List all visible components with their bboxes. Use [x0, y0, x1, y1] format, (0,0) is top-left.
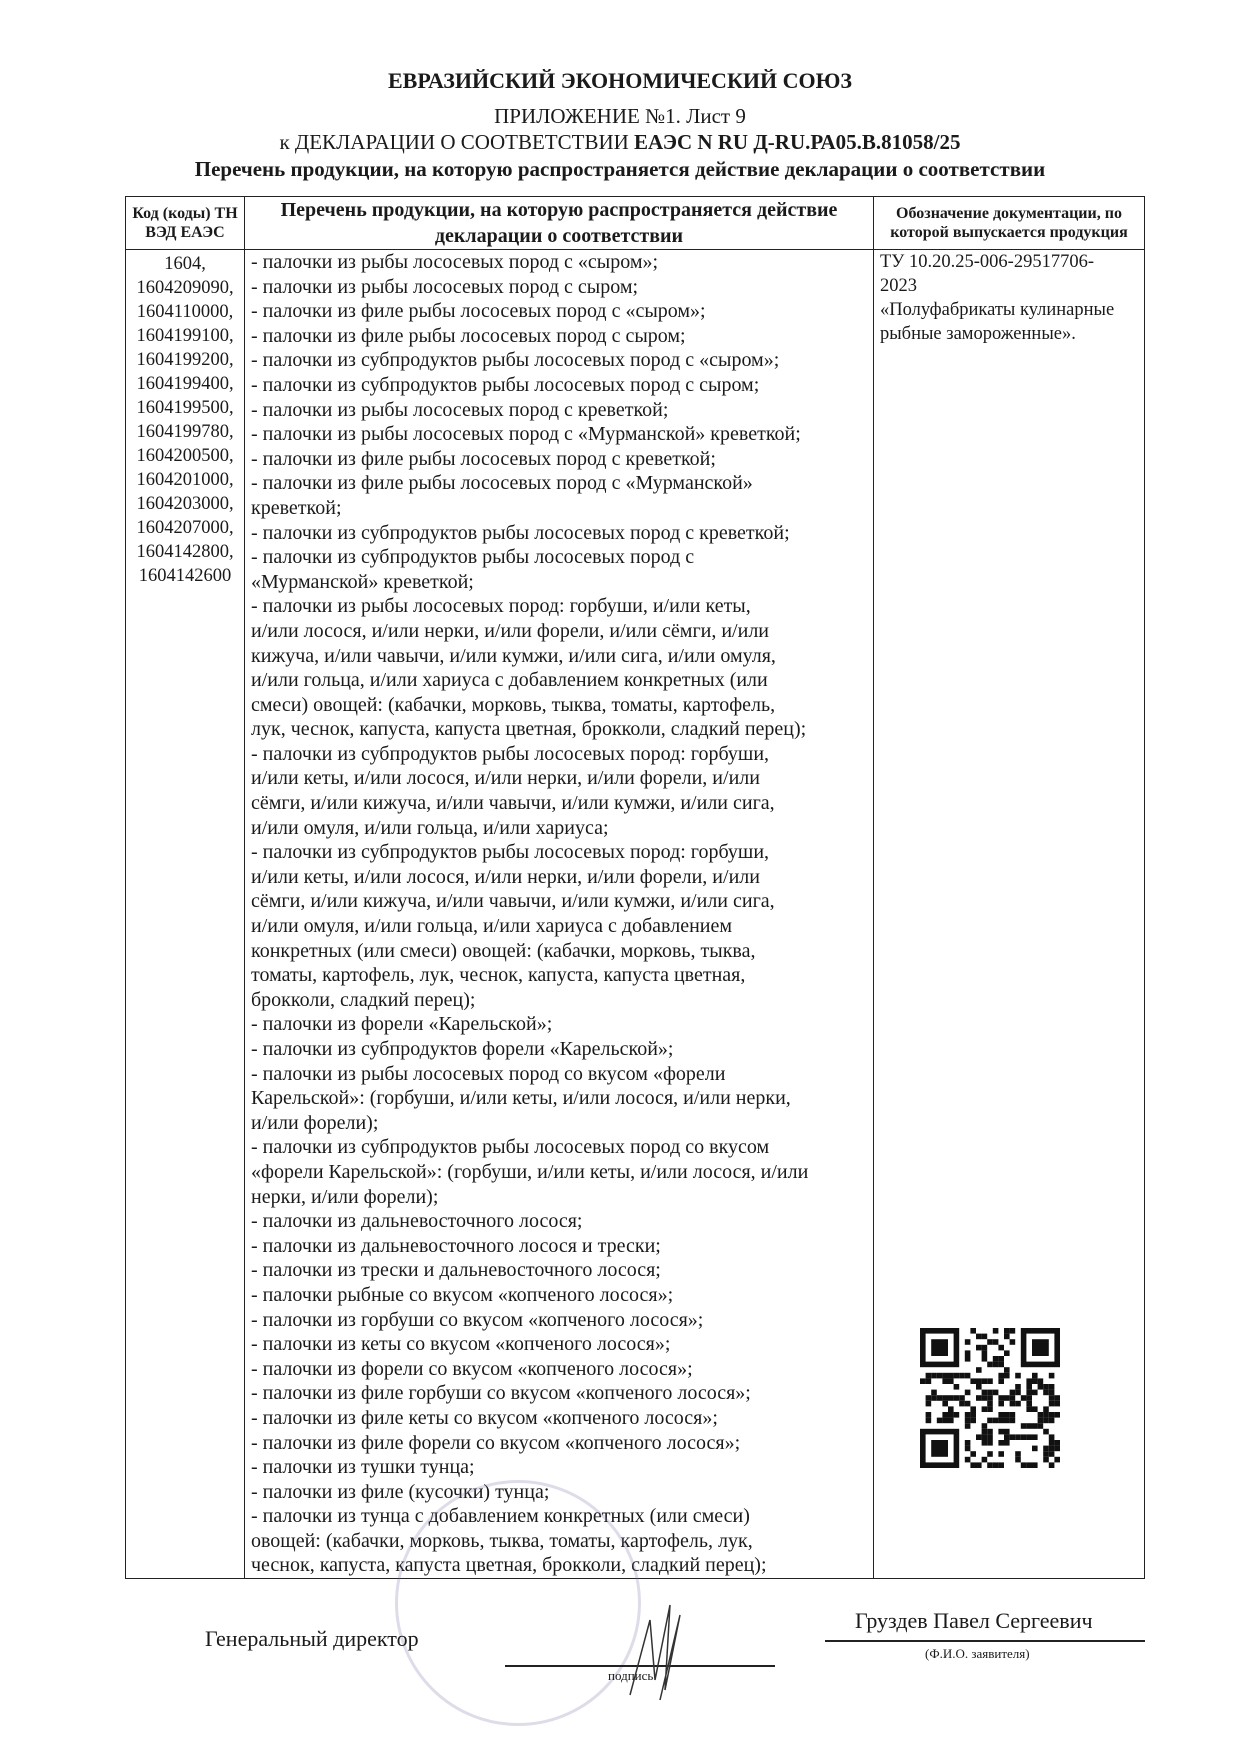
product-line: - палочки из субпродуктов рыбы лососевых пород со вкусом [251, 1136, 770, 1159]
product-line: и/или омуля, и/или гольца, и/или хариуса; [251, 816, 609, 839]
products-cell [245, 250, 874, 1579]
product-line: лук, чеснок, капуста, капуста цветная, брокколи, сладкий перец); [251, 718, 807, 741]
product-line: - палочки из филе рыбы лососевых пород с «сыром»; [251, 300, 706, 323]
product-line: - палочки из рыбы лососевых пород с «сыром»; [251, 251, 659, 273]
product-line: смеси) овощей: (кабачки, морковь, тыква, томаты, картофель, [251, 693, 776, 716]
code-line: 1604199780, [136, 422, 234, 442]
product-line: томаты, картофель, лук, чеснок, капуста, капуста цветная, [251, 964, 746, 987]
product-line: - палочки из рыбы лососевых пород с «Мурманской» креветкой; [251, 423, 801, 446]
code-line: 1604110000, [136, 302, 234, 322]
product-line: - палочки из филе (кусочки) тунца; [251, 1480, 550, 1503]
qr-code-icon [920, 1328, 1060, 1468]
product-line: - палочки из филе горбуши со вкусом «копченого лосося»; [251, 1382, 751, 1405]
appendix-title: ПРИЛОЖЕНИЕ №1. Лист 9 [494, 104, 746, 128]
product-line: - палочки из субпродуктов рыбы лососевых пород с «сыром»; [251, 349, 780, 372]
declaration-prefix: к ДЕКЛАРАЦИИ О СООТВЕТСТВИИ [279, 130, 629, 154]
product-line: - палочки из рыбы лососевых пород: горбуши, и/или кеты, [251, 595, 751, 618]
product-line: - палочки из филе рыбы лососевых пород с сыром; [251, 324, 686, 347]
product-line: брокколи, сладкий перец); [251, 988, 476, 1011]
code-line: 1604142600 [138, 566, 232, 586]
code-line: 1604203000, [136, 494, 234, 514]
product-line: - палочки из горбуши со вкусом «копченого лосося»; [251, 1308, 704, 1331]
product-line: и/или кеты, и/или лосося, и/или нерки, и/или форели, и/или [251, 767, 760, 790]
product-line: - палочки из филе рыбы лососевых пород с «Мурманской» [251, 472, 753, 495]
signature-label: подпись [608, 1668, 654, 1683]
header-documentation: Обозначение документации, по которой выпускается продукция [874, 197, 1145, 250]
codes-cell [126, 250, 245, 1579]
documentation-line: ТУ 10.20.25-006-29517706- [880, 252, 1095, 272]
product-line: креветкой; [251, 496, 342, 519]
position-label: Генеральный директор [205, 1626, 419, 1651]
product-line: нерки, и/или форели); [251, 1185, 439, 1208]
product-line: - палочки из рыбы лососевых пород со вкусом «форели [251, 1062, 726, 1085]
code-line: 1604199400, [136, 374, 234, 394]
product-line: чеснок, капуста, капуста цветная, брокколи, сладкий перец); [251, 1554, 767, 1577]
code-line: 1604142800, [136, 542, 234, 562]
product-line: и/или гольца, и/или хариуса с добавлением конкретных (или [251, 669, 768, 692]
documentation-line: рыбные замороженные». [880, 324, 1076, 344]
code-line: 1604199100, [136, 326, 234, 346]
product-line: - палочки из форели «Карельской»; [251, 1013, 553, 1036]
table-header-row [126, 197, 1145, 250]
product-line: и/или форели); [251, 1111, 379, 1134]
header-products: Перечень продукции, на которую распространяется действие декларации о соответствии [245, 197, 874, 250]
product-line: - палочки из форели со вкусом «копченого лосося»; [251, 1357, 693, 1380]
code-line: 1604209090, [136, 278, 234, 298]
documentation-line: 2023 [880, 276, 917, 296]
product-line: - палочки из рыбы лососевых пород с креветкой; [251, 398, 669, 421]
product-line: овощей: (кабачки, морковь, тыква, томаты, картофель, лук, [251, 1529, 753, 1552]
product-line: - палочки из тушки тунца; [251, 1456, 475, 1479]
product-line: - палочки из субпродуктов рыбы лососевых пород: горбуши, [251, 742, 770, 765]
product-line: «Мурманской» креветкой; [251, 570, 474, 593]
code-line: 1604201000, [136, 470, 234, 490]
product-line: - палочки из субпродуктов форели «Карельской»; [251, 1038, 674, 1060]
product-line: «форели Карельской»: (горбуши, и/или кеты, и/или лосося, и/или [251, 1160, 809, 1183]
name-line [825, 1640, 1145, 1642]
product-line: - палочки из тунца с добавлением конкретных (или смеси) [251, 1505, 750, 1528]
applicant-name: Груздев Павел Сергеевич [855, 1608, 1093, 1633]
product-line: Карельской»: (горбуши, и/или кеты, и/или лосося, и/или нерки, [251, 1087, 791, 1110]
product-line: - палочки из трески и дальневосточного лосося; [251, 1259, 661, 1282]
declaration-title [0, 130, 1240, 155]
product-line: - палочки из рыбы лососевых пород с сыром; [251, 275, 639, 298]
product-line: - палочки из кеты со вкусом «копченого лосося»; [251, 1333, 671, 1356]
code-line: 1604199200, [136, 350, 234, 370]
code-line: 1604, [164, 254, 206, 274]
code-line: 1604199500, [136, 398, 234, 418]
product-line: и/или омуля, и/или гольца, и/или хариуса с добавлением [251, 915, 733, 938]
product-line: - палочки из субпродуктов рыбы лососевых пород: горбуши, [251, 841, 770, 864]
code-line: 1604207000, [136, 518, 234, 538]
product-line: кижуча, и/или чавычи, и/или кумжи, и/или сига, и/или омуля, [251, 644, 776, 667]
product-line: сёмги, и/или кижуча, и/или чавычи, и/или кумжи, и/или сига, [251, 890, 775, 913]
union-title: ЕВРАЗИЙСКИЙ ЭКОНОМИЧЕСКИЙ СОЮЗ [387, 68, 853, 93]
signature [620, 1600, 700, 1710]
product-line: - палочки из филе форели со вкусом «копченого лосося»; [251, 1431, 741, 1454]
product-line: конкретных (или смеси) овощей: (кабачки, морковь, тыква, [251, 939, 756, 962]
code-line: 1604200500, [136, 446, 234, 466]
documentation-line: «Полуфабрикаты кулинарные [880, 300, 1115, 320]
product-line: и/или лосося, и/или нерки, и/или форели, и/или сёмги, и/или [251, 619, 769, 642]
product-line: - палочки из субпродуктов рыбы лососевых пород с сыром; [251, 373, 760, 396]
product-line: - палочки из филе кеты со вкусом «копченого лосося»; [251, 1406, 718, 1429]
declaration-number: ЕАЭС N RU Д-RU.РА05.В.81058/25 [634, 130, 961, 154]
product-line: сёмги, и/или кижуча, и/или чавычи, и/или кумжи, и/или сига, [251, 792, 775, 815]
product-line: - палочки из дальневосточного лосося и трески; [251, 1234, 661, 1257]
product-line: - палочки из субпродуктов рыбы лососевых пород с [251, 546, 695, 569]
list-subtitle: Перечень продукции, на которую распространяется действие декларации о соответствии [194, 157, 1046, 181]
header-codes: Код (коды) ТН ВЭД ЕАЭС [126, 197, 245, 250]
stamp-seal [395, 1480, 641, 1726]
product-line: и/или кеты, и/или лосося, и/или нерки, и/или форели, и/или [251, 865, 760, 888]
product-line: - палочки из филе рыбы лососевых пород с креветкой; [251, 447, 716, 470]
applicant-name-label: (Ф.И.О. заявителя) [925, 1646, 1030, 1661]
product-line: - палочки из дальневосточного лосося; [251, 1210, 583, 1233]
product-line: - палочки из субпродуктов рыбы лососевых пород с креветкой; [251, 521, 790, 544]
product-line: - палочки рыбные со вкусом «копченого лосося»; [251, 1283, 674, 1306]
